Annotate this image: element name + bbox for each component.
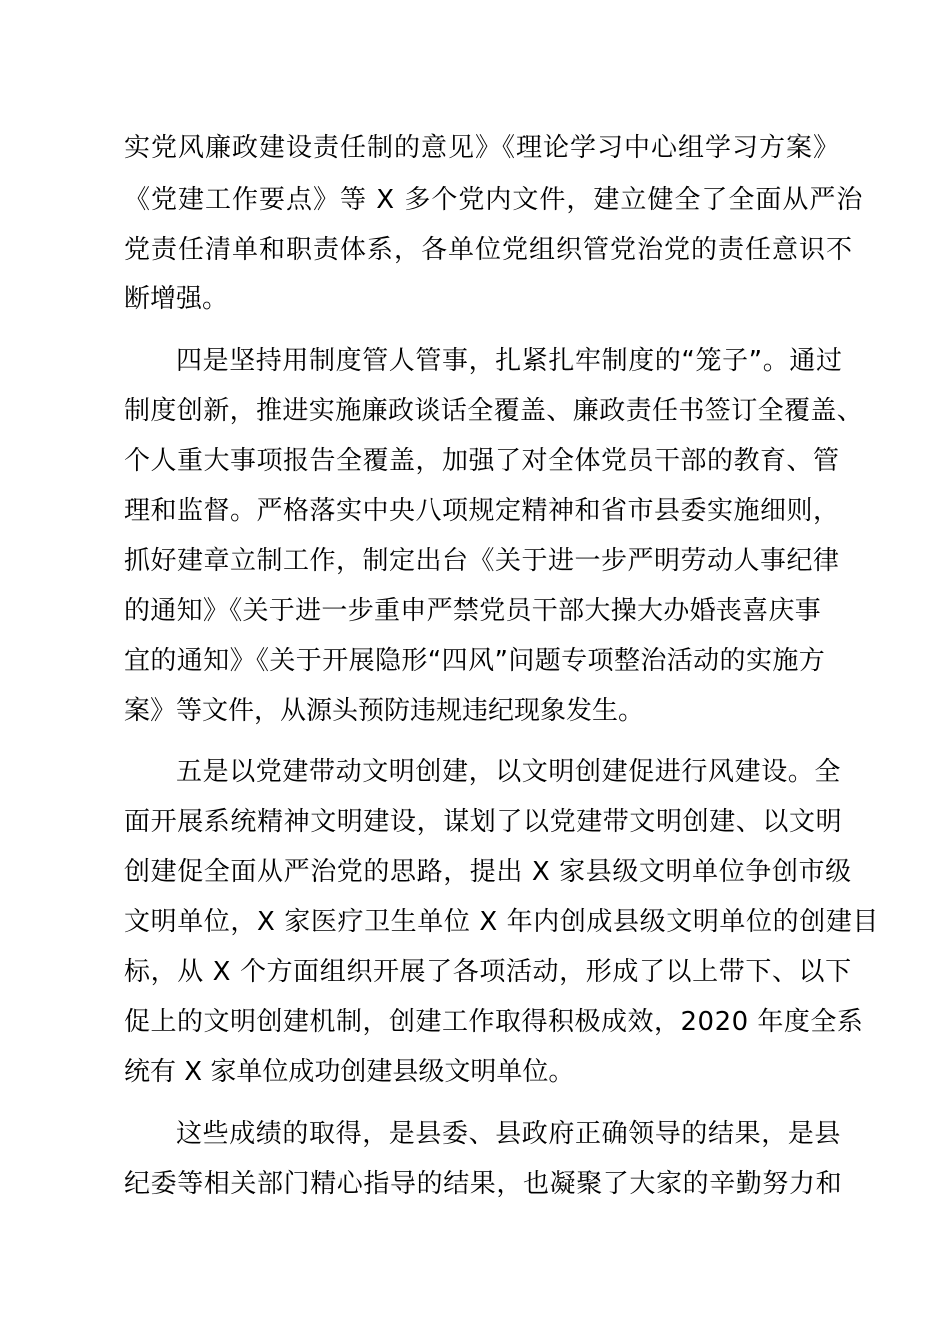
text-line: 文明单位，X 家医疗卫生单位 X 年内创成县级文明单位的创建目 [124, 907, 880, 937]
text-line: 这些成绩的取得，是县委、县政府正确领导的结果，是县 [176, 1119, 842, 1149]
text-line: 案》等文件，从源头预防违规违纪现象发生。 [124, 696, 645, 726]
text-line: 的通知》《关于进一步重申严禁党员干部大操大办婚丧喜庆事 [124, 596, 822, 626]
text-line: 理和监督。严格落实中央八项规定精神和省市县委实施细则， [124, 496, 840, 526]
text-line: 个人重大事项报告全覆盖，加强了对全体党员干部的教育、管 [124, 446, 840, 476]
text-line: 面开展系统精神文明建设，谋划了以党建带文明创建、以文明 [124, 807, 843, 837]
text-line: 宜的通知》《关于开展隐形“四风”问题专项整治活动的实施方 [124, 646, 826, 676]
text-line: 标，从 X 个方面组织开展了各项活动，形成了以上带下、以下 [124, 957, 852, 987]
text-line: 党责任清单和职责体系，各单位党组织管党治党的责任意识不 [124, 235, 854, 265]
text-line: 实党风廉政建设责任制的意见》《理论学习中心组学习方案》 [124, 133, 841, 163]
text-line: 促上的文明创建机制，创建工作取得积极成效，2020 年度全系 [124, 1007, 864, 1037]
text-line: 四是坚持用制度管人管事，扎紧扎牢制度的“笼子”。通过 [176, 346, 843, 376]
text-line: 纪委等相关部门精心指导的结果，也凝聚了大家的辛勤努力和 [124, 1169, 843, 1199]
text-line: 创建促全面从严治党的思路，提出 X 家县级文明单位争创市级 [124, 857, 852, 887]
text-line: 断增强。 [124, 284, 229, 314]
text-line: 制度创新，推进实施廉政谈话全覆盖、廉政责任书签订全覆盖、 [124, 396, 864, 426]
text-line: 《党建工作要点》等 X 多个党内文件，建立健全了全面从严治 [124, 185, 864, 215]
text-line: 统有 X 家单位成功创建县级文明单位。 [124, 1057, 575, 1087]
text-line: 抓好建章立制工作，制定出台《关于进一步严明劳动人事纪律 [124, 546, 840, 576]
text-line: 五是以党建带动文明创建，以文明创建促进行风建设。全 [176, 757, 842, 787]
